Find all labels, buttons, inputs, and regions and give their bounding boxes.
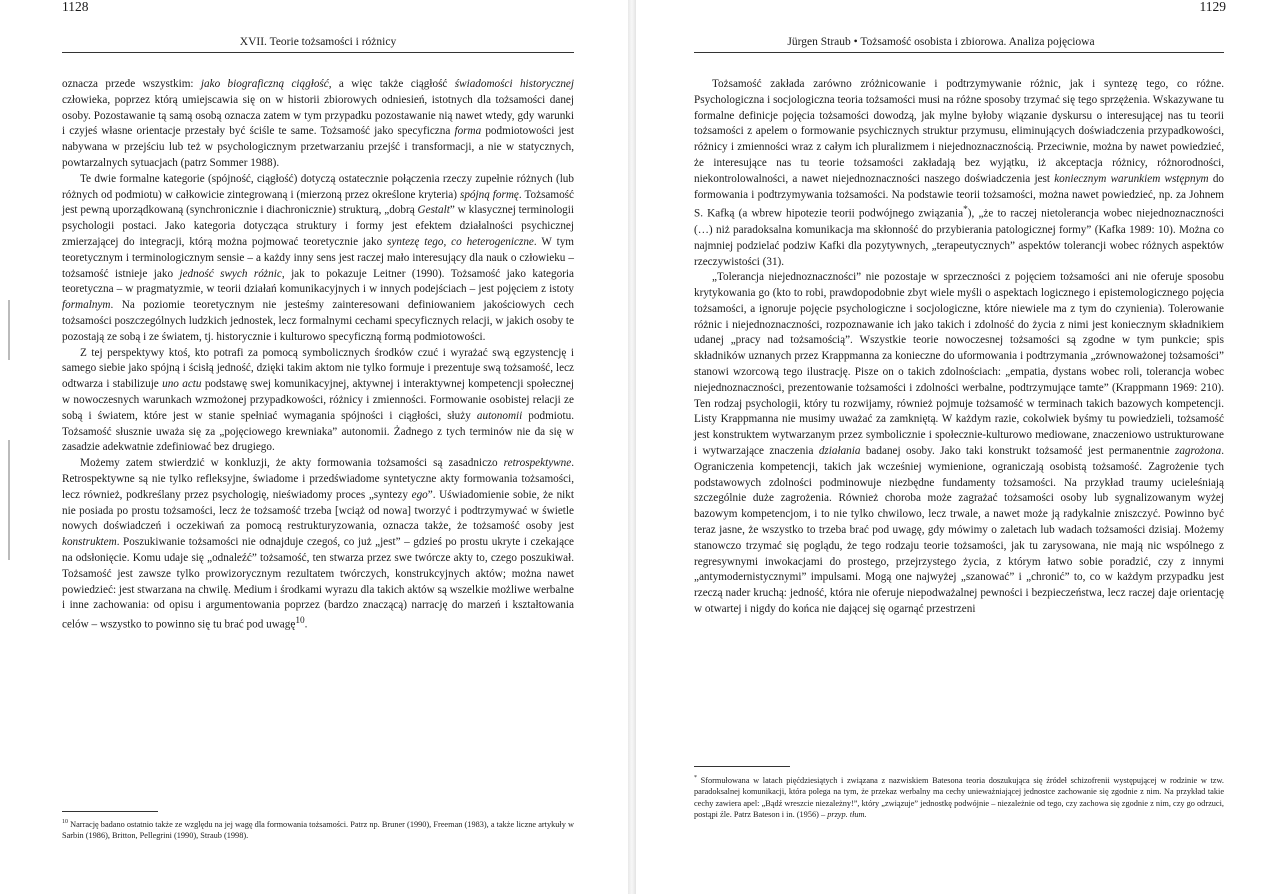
right-paragraph-2 xyxy=(694,270,1224,618)
emphasis: jedność swych różnic xyxy=(179,267,282,280)
scan-artifact xyxy=(8,440,10,560)
text-run: ), „że to raczej nietolerancja wobec niejednoznaczności (…) niż paradoksalna komunikacja ma skłonność do przybierania patologicznej formy” (Kafka 1989: 10). Można co najmniej podzielać podziw Kafki dla pozytywnych, „terapeutycznych” aspektów tolerancji wobec różnych aspektów rzeczywistości (31). xyxy=(694,208,1224,268)
right-page xyxy=(636,0,1262,894)
text-run: podmiotowości jest nabywana w przejściu lub też w psychologicznym przetwarzaniu przejść i transformacji, a nie w statycznych, powtarzalnych sytuacjach (patrz Sommer 1988). xyxy=(62,125,574,169)
emphasis: ego xyxy=(411,488,428,501)
text-run: Te dwie formalne kategorie (spójność, ciągłość) dotyczą ostatecznie połączenia rzeczy zupełnie różnych (lub różnych od podmiotu) w całkowicie zintegrowaną i (mierzoną przez określone kryteria) xyxy=(62,172,574,201)
emphasis: przyp. tłum. xyxy=(827,809,867,819)
emphasis: konstruktem xyxy=(62,536,117,549)
emphasis: świadomości historycznej xyxy=(454,78,575,90)
text-run: Sformułowana w latach pięćdziesiątych i związana z nazwiskiem Batesona teoria doszukująca się źródeł schizofrenii występującej w rodzinie w tzw. paradoksalnej komunikacji, która polega na tym, że przekaz werbalny ma cechy unieważniającej jednostce zachowanie się zgodnie z nim. Na przykład takie cechy zawiera apel: „Bądź wreszcie niezależny!”, który „związuje” jednostkę podwójnie – niezależnie od tego, czy zachowa się zgodnie z nim, czy go odrzuci, postąpi źle. Patrz Bateson i in. (1956) – xyxy=(694,775,1224,819)
emphasis: syntezę tego, co heterogeniczne xyxy=(387,235,534,248)
emphasis: spójną formę xyxy=(459,188,519,201)
emphasis: Gestalt xyxy=(417,204,450,217)
right-page-number: 1129 xyxy=(1199,0,1226,14)
right-footnote-text xyxy=(694,773,1224,820)
emphasis: autonomii xyxy=(476,409,523,422)
left-paragraph-2 xyxy=(62,172,574,346)
footnote-marker: 10 xyxy=(62,819,68,825)
text-run: Tożsamość zakłada zarówno zróżnicowanie i podtrzymywanie różnic, jak i syntezę tego, co różne. Psychologiczna i socjologiczna teoria tożsamości musi na różne sposoby trzymać się tego sprzężenia. Wskazywane tu formalne definicje pojęcia tożsamości dowodzą, jak mylne byłoby wiązanie dyskursu o interesującej nas tu teorii tożsamości z apelem o formowanie psychicznych struktur przymusu, eliminujących doświadczenia przypadkowości, różnicy i zmienności wraz z całym ich pluralizmem i niejednoznacznością. Przeciwnie, można by nawet powiedzieć, że interesujące nas tu teorie tożsamości zakładają bez wyjątku, iż akceptacja różnicy, różnorodności, niekontrolowalności, a nawet niejednoznaczności naszego doświadczenia jest xyxy=(694,78,1224,185)
text-run: . Tożsamość jest pewną uporządkowaną (synchronicznie i diachronicznie) strukturą, „dobrą xyxy=(62,188,575,217)
text-run: Narrację badano ostatnio także ze względu na jej wagę dla formowania tożsamości. Patrz np. Bruner (1990), Freeman (1983), a także liczne artykuły w Sarbin (1986), Britton, Pellegrini (1990), Straub (1998). xyxy=(62,819,574,841)
emphasis: koniecznym warunkiem wstępnym xyxy=(1054,172,1209,185)
emphasis: jako biograficzną ciągłość xyxy=(200,78,329,90)
book-gutter xyxy=(628,0,636,894)
text-run: . Na poziomie teoretycznym nie jesteśmy zainteresowani definiowaniem jakościowych cech tożsamości poszczególnych ludzkich jednostek, lecz formalnymi cechami specyficznych relacji, w jakich osoby te pozostają ze sobą i ze światem, tj. historycznie i kulturowo specyficzną formą podmiotowości. xyxy=(62,299,574,343)
emphasis: forma xyxy=(454,125,482,138)
text-run: . W tym teoretycznym i terminologicznym sensie – a każdy inny sens jest raczej mało interesujący dla nauk o człowieku – tożsamość istnieje jako xyxy=(62,235,574,280)
left-running-head: XVII. Teorie tożsamości i różnicy xyxy=(239,36,397,48)
text-run: „Tolerancja niejednoznaczności” nie pozostaje w sprzeczności z pojęciem tożsamości ani nie oferuje sposobu krytykowania go (kto to robi, prawdopodobnie zbyt wiele myśli o aspektach logicznego i epistemologicznego pojęcia tożsamości, a ignoruje pojęcie psychologiczne i socjologiczne, które niewiele ma z tym do czynienia). Tolerowanie różnic i niejednoznaczności, rozpoznawanie ich jako takich i zdolność do życia z nimi jest koniecznym składnikiem udanej „pracy nad tożsamością”. Wszystkie teorie nowoczesnej tożsamości są zgodne w tym punkcie; spis składników uznanych przez Krappmanna za konieczne do uformowania i podtrzymania „zrównoważonej tożsamości” stanowi wzorcową tego ilustrację. Pisze on o takich zdolnościach: „empatia, dystans wobec roli, tolerancja wobec niejednoznaczności, prezentowanie tożsamości i zdolności werbalne, podtrzymujące tamte” (Krappmann 1969: 210). Ten rodzaj psychologii, który tu rozwijamy, również pojmuje tożsamość w terminach takich bazowych kompetencji. Listy Krappmanna nie musimy uważać za zamkniętą. W każdym razie, cokolwiek byśmy tu powiedzieli, tożsamość jest konstruktem wytwarzanym przez symbolicznie i społecznie-kulturowo mediowane, znaczeniowo ustrukturowane i wytwarzające znaczenia xyxy=(694,271,1224,458)
emphasis: zagrożona xyxy=(1174,445,1222,458)
right-body-text xyxy=(694,77,1224,618)
text-run: Możemy zatem stwierdzić w konkluzji, że akty formowania tożsamości są zasadniczo xyxy=(80,457,504,470)
text-run: badanej osoby. Jako taki konstrukt tożsamość jest permanentnie xyxy=(860,445,1175,458)
text-run: . xyxy=(304,618,308,631)
text-run: , a więc także ciągłość xyxy=(328,78,455,90)
emphasis: formalnym xyxy=(62,299,111,312)
left-footnote-text xyxy=(62,817,574,842)
right-footnote-rule xyxy=(694,766,790,767)
emphasis: działania xyxy=(818,445,861,458)
text-run: . Poszukiwanie tożsamości nie odnajduje czegoś, co już „jest” – gdzieś po prostu ukryte i czekające na odsłonięcie. Komu udaje się „odnaleźć” tożsamość, ten stwarza przez swe twórcze akty to, czego poszukiwał. Tożsamość jest zawsze tylko prowizorycznym rezultatem twórczych, konstrukcyjnych aktów; można nawet powiedzieć: jest stwarzana na chwilę. Medium i środkami wyrazu dla takich aktów są wszelkie możliwe werbalne i inne zachowania: od opisu i argumentowania poprzez (bardzo znaczącą) narrację do marzeń i kształtowania celów – wszystko to powinno się tu brać pod uwagę xyxy=(62,536,574,631)
text-run: . Ograniczenia kompetencji, takich jak wcześniej wymienione, ograniczają osobistą tożsamość. Zagrożenie tych podstawowych zdolności podminowuje niezbędne fundamenty tożsamości. Na przykład traumy ucieleśniają szczególnie duże zagrożenia. Również choroba może zagrażać tożsamości osoby lub sygnalizowanym wyżej bazowym kompetencjom, i to nie tylko chwilowo, lecz trwale, a nawet może ją radykalnie zniszczyć. Powinno być teraz jasne, że wszystko to trzeba brać pod uwagę, gdy mówimy o zaletach lub wadach tożsamości dzisiaj. Możemy stanowczo trzymać się poglądu, że tego rodzaju teorie tożsamości, jak tu zarysowana, nie mają nic wspólnego z regresywnymi inwokacjami do prostego, przejrzystego życia, z którym łatwo sobie poradzić, czy z innymi „antymodernistycznymi” impulsami. Mogą one najwyżej „szanować” i „chronić” to, co w każdym przypadku jest rzeczą nader kruchą: jedność, która nie oferuje niepodważalnej pewności i bezpieczeństwa, lecz raczej daje orientację w otwartej i nigdy do końca nie dającej się ogarnąć przestrzeni xyxy=(694,445,1224,616)
right-footnote xyxy=(694,773,1224,820)
left-paragraph-1 xyxy=(62,77,574,172)
text-run: Z tej perspektywy ktoś, kto potrafi za pomocą symbolicznych środków czuć i wyrażać swą egzystencję i samego siebie jako spójną i ścisłą jedność, dzięki takim aktom nie tylko formuje i prezentuje swą tożsamość, lecz odtwarza i stabilizuje xyxy=(62,346,574,391)
text-run: człowieka, poprzez którą umiejscawia się on w historii zbiorowych odniesień, istotnych dla tożsamości danej osoby. Pozostawanie tą samą osobą oznacza zatem w tym przypadku pozostawanie nią nawet wtedy, gdy warunki i czyjeś własne orientacje przestały być ściśle te same. Tożsamość jako specyficzna xyxy=(62,93,574,138)
text-run: . Retrospektywne są nie tylko refleksyjne, świadome i przedświadome syntetyczne akty formowania tożsamości, lecz również, podkreślany przez psychologię, nieświadomy proces „syntezy xyxy=(62,457,574,501)
right-header-rule xyxy=(694,52,1224,53)
left-footnote xyxy=(62,817,574,842)
text-run: podstawę swej komunikacyjnej, aktywnej i interaktywnej kompetencji społecznej w nowoczesnych warunkach wzmożonej przypadkowości, różnicy i zmienności. Formowanie osobistej relacji ze sobą i światem, które jest w stanie spełniać wymagania spójności i ciągłości, służy xyxy=(62,378,574,422)
left-header-rule xyxy=(62,52,574,53)
footnote-marker: * xyxy=(694,775,697,781)
footnote-marker: 10 xyxy=(295,616,305,627)
scan-artifact xyxy=(8,300,10,360)
footnote-marker: * xyxy=(963,205,968,216)
left-footnote-rule xyxy=(62,811,158,812)
left-page xyxy=(0,0,628,894)
emphasis: uno actu xyxy=(162,378,202,391)
text-run: oznacza przede wszystkim: xyxy=(62,78,201,90)
text-run: podmiotu. Tożsamość słusznie uważa się za „pojęciowego krewniaka” autonomii. Żadnego z tych terminów nie da się w zasadzie adekwatnie zdefiniować bez drugiego. xyxy=(62,409,574,454)
left-paragraph-4 xyxy=(62,456,574,634)
left-paragraph-3 xyxy=(62,346,574,457)
text-run: ” w klasycznej terminologii psychologii postaci. Jako kategoria dotycząca struktury i formy jest efektem działalności psychicznej zmierzającej do integracji, którą można pojmować teoretycznie jako xyxy=(62,204,574,248)
right-running-head: Jürgen Straub • Tożsamość osobista i zbiorowa. Analiza pojęciowa xyxy=(787,36,1095,48)
left-page-number: 1128 xyxy=(62,0,89,14)
text-run: do formowania i podtrzymywania tożsamości. Na podstawie teorii tożsamości, można nawet powiedzieć, np. za Johnem S. Kafką (a wbrew hipotezie teorii podwójnego związania xyxy=(694,172,1225,221)
emphasis: retrospektywne xyxy=(503,457,572,470)
left-body-text xyxy=(62,77,574,634)
text-run: ”. Uświadomienie sobie, że nikt nie posiada po prostu tożsamości, lecz że tożsamość trzeba [wciąż od nowa] tworzyć i podtrzymywać w świetle nowych doświadczeń i oczekiwań za pomocą restrukturyzowania, oznacza także, że tożsamość osoby jest xyxy=(62,488,574,533)
right-paragraph-1 xyxy=(694,77,1224,270)
text-run: , jak to pokazuje Leitner (1990). Tożsamość jako kategoria teoretyczna – w pragmatyzmie, w teorii działań komunikacyjnych i w innych podejściach – jest pojęciem z istoty xyxy=(62,267,574,296)
